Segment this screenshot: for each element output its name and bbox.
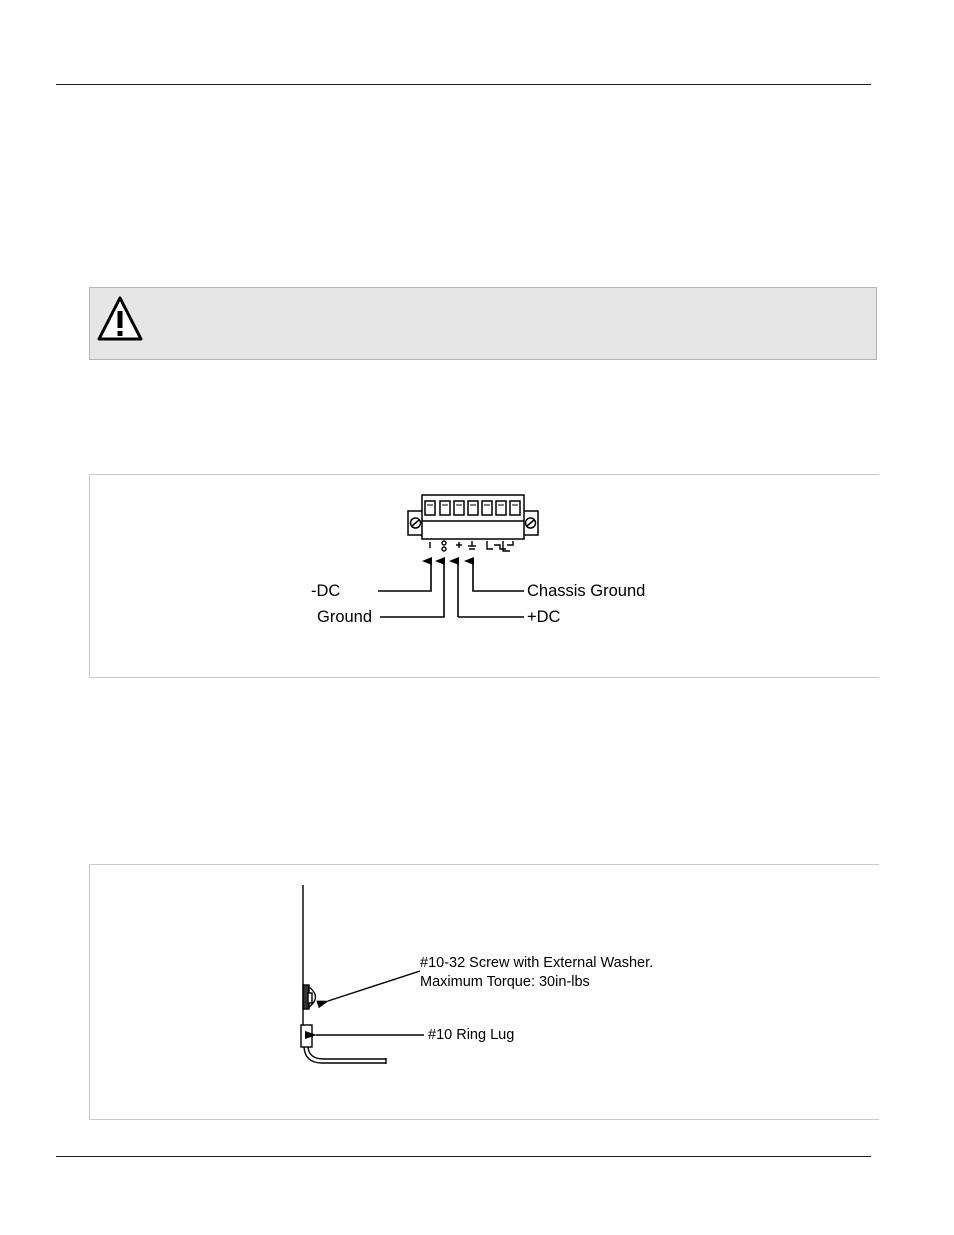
chassis-ground-figure — [89, 864, 879, 1120]
terminal-block — [408, 495, 538, 551]
screw-label-line2: Maximum Torque: 30in-lbs — [420, 974, 590, 990]
ground-lug-diagram — [90, 865, 879, 1119]
connection-leaders — [378, 561, 524, 617]
footer-rule — [56, 1156, 871, 1157]
warning-triangle-icon — [96, 295, 144, 343]
terminal-block-diagram — [90, 475, 879, 677]
screw-label-line1: #10-32 Screw with External Washer. — [420, 955, 654, 971]
header-rule — [56, 84, 871, 85]
pos-dc-label: +DC — [527, 608, 561, 626]
chassis-ground-label: Chassis Ground — [527, 582, 646, 600]
ground-label: Ground — [317, 608, 373, 626]
ring-lug-label: #10 Ring Lug — [428, 1027, 515, 1043]
neg-dc-label: -DC — [311, 582, 341, 600]
warning-callout — [89, 287, 877, 360]
power-connector-figure — [89, 474, 879, 678]
